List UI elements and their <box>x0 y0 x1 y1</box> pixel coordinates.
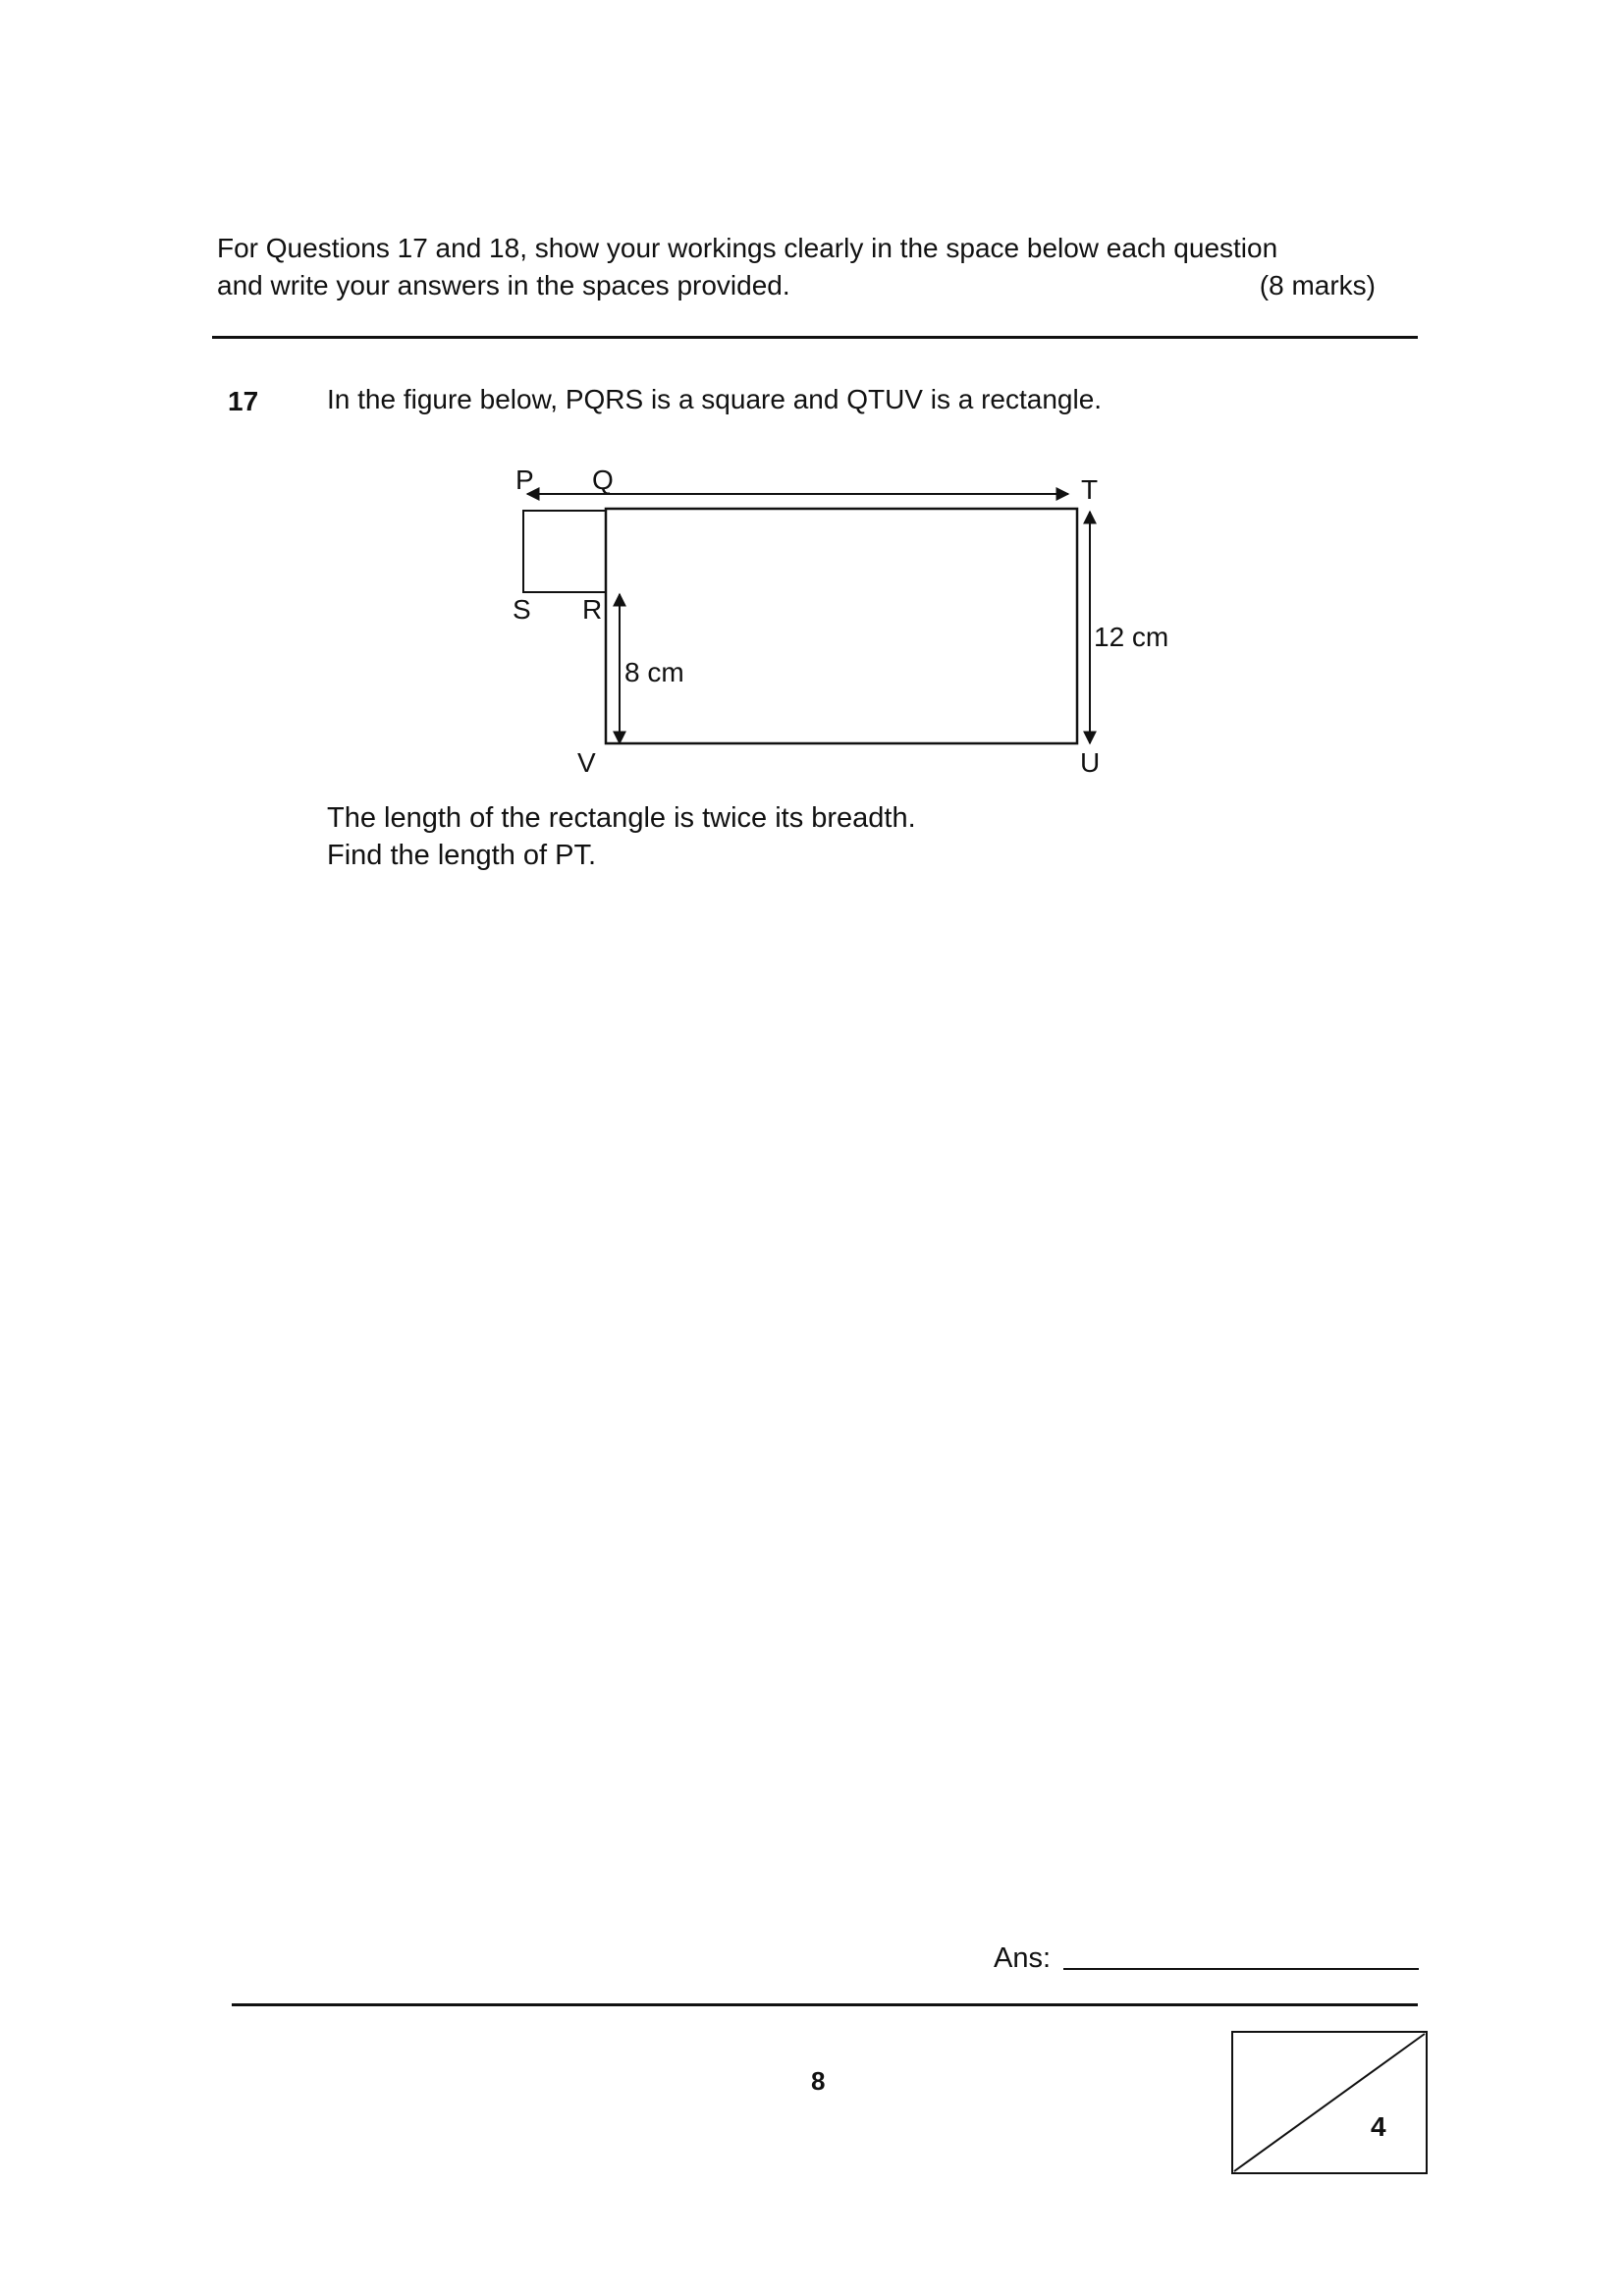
question-number: 17 <box>228 386 259 416</box>
section-divider-bottom <box>232 2003 1418 2006</box>
score-value: 4 <box>1371 2111 1386 2142</box>
rectangle-qtuv <box>606 509 1077 743</box>
answer-label: Ans: <box>994 1942 1052 1974</box>
label-q: Q <box>592 465 614 495</box>
score-box <box>1231 2031 1428 2174</box>
instructions-line-2-text: and write your answers in the spaces provided. <box>217 270 790 301</box>
label-v: V <box>577 747 596 778</box>
label-t: T <box>1081 474 1099 505</box>
answer-line[interactable] <box>1063 1968 1419 1970</box>
question-statement <box>327 799 916 874</box>
question-text: In the figure below, PQRS is a square and QTUV is a rectangle. <box>327 384 1103 414</box>
statement-line-1: The length of the rectangle is twice its breadth. <box>327 802 916 834</box>
page-number: 8 <box>811 2066 826 2096</box>
label-u: U <box>1080 747 1101 778</box>
statement-line-2: Find the length of PT. <box>327 840 597 871</box>
score-box-diagonal <box>1234 2034 1425 2171</box>
label-s: S <box>513 594 531 625</box>
square-pqrs <box>523 511 606 592</box>
instructions-line-1: For Questions 17 and 18, show your workings clearly in the space below each question <box>217 233 1278 263</box>
marks-label: (8 marks) <box>1259 270 1376 301</box>
label-p: P <box>515 465 534 495</box>
dimension-label-tu: 12 cm <box>1094 622 1169 652</box>
dimension-label-rv: 8 cm <box>624 657 684 687</box>
label-r: R <box>582 594 603 625</box>
